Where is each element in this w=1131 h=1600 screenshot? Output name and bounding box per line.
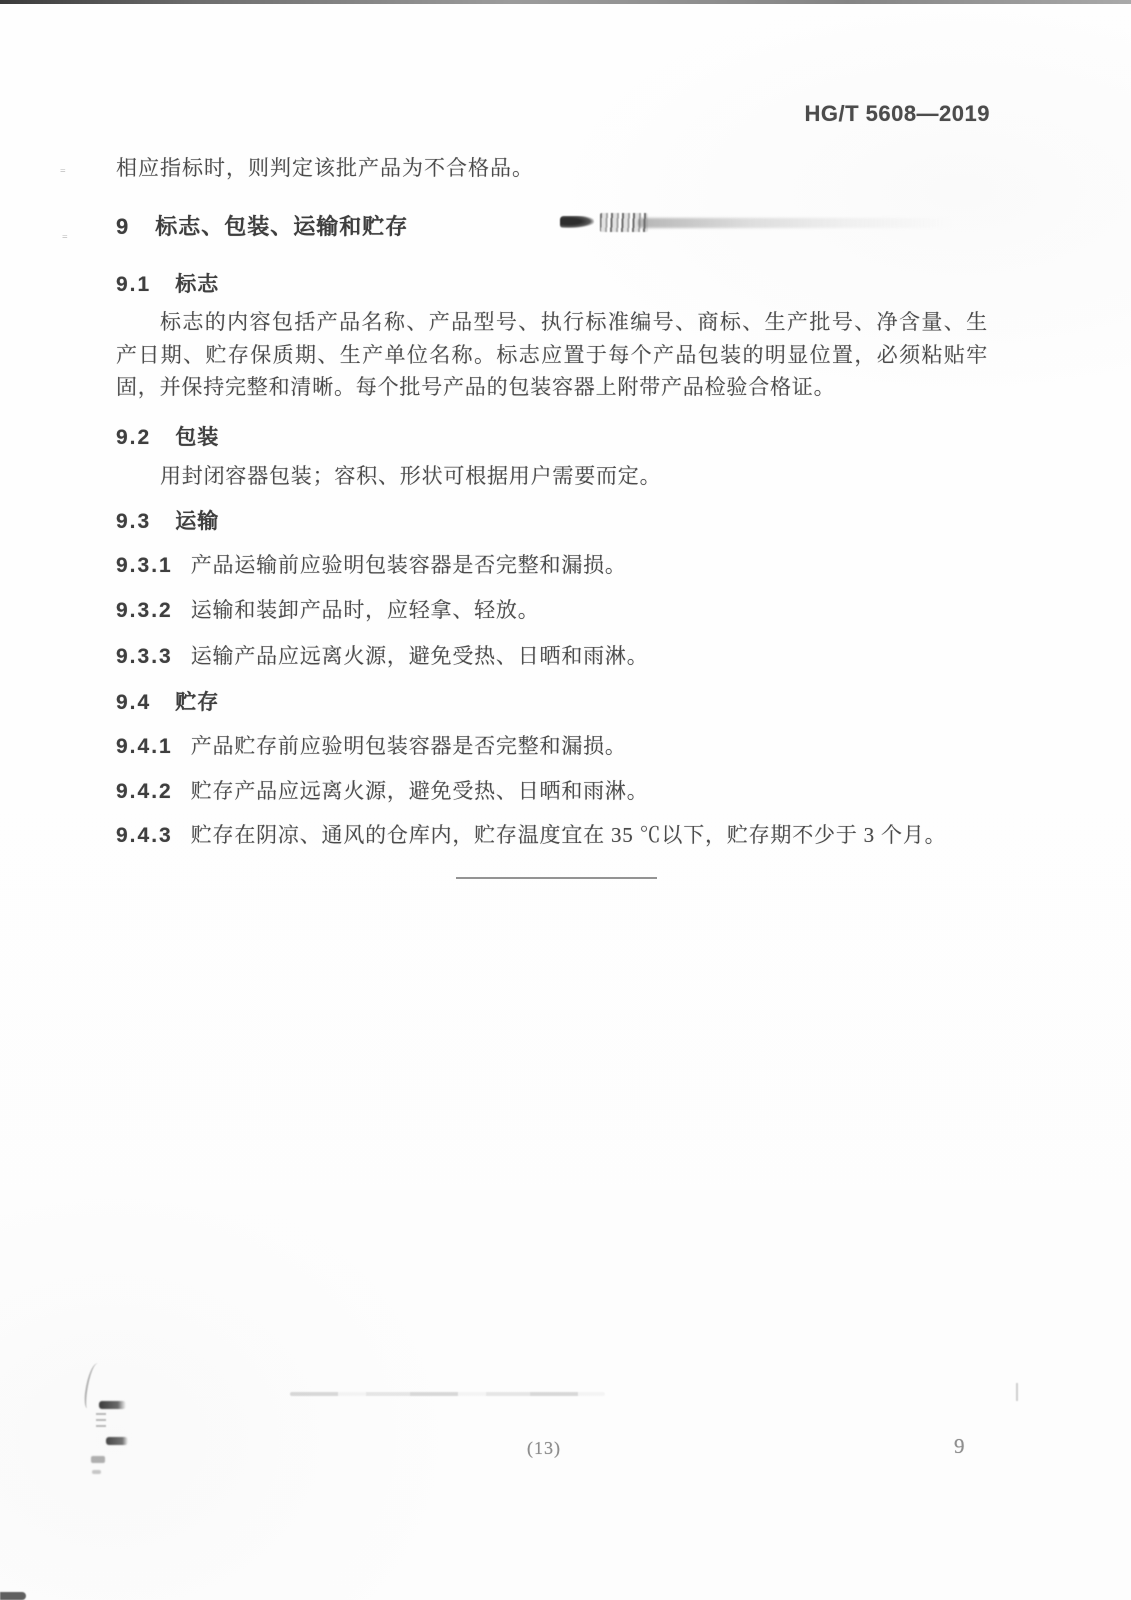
subsection-number: 9.3 [116, 510, 152, 533]
subsection-title: 贮存 [175, 691, 220, 714]
clause-number: 9.4.3 [116, 824, 173, 847]
clause-text: 运输和装卸产品时，应轻拿、轻放。 [190, 598, 540, 622]
subsection-number: 9.1 [116, 273, 152, 296]
clause-number: 9.3.2 [116, 599, 173, 622]
clause-9-4-3 [116, 819, 1056, 849]
standard-code: HG/T 5608—2019 [804, 101, 990, 126]
subsection-9-2-heading [116, 421, 219, 451]
section-title: 标志、包装、运输和贮存 [155, 214, 409, 239]
footer-sheet-number: (13) [527, 1438, 561, 1458]
scan-smear-artifact [106, 1437, 128, 1445]
clause-text: 贮存产品应远离火源，避免受热、日晒和雨淋。 [190, 779, 649, 803]
clause-text: 产品贮存前应验明包装容器是否完整和漏损。 [190, 734, 627, 758]
subsection-title: 包装 [175, 426, 220, 449]
section-end-rule [456, 877, 657, 879]
clause-text: 运输产品应远离火源，避免受热、日晒和雨淋。 [190, 644, 649, 668]
clause-9-3-2 [116, 594, 1056, 624]
subsection-title: 运输 [175, 510, 220, 533]
scan-smear-artifact [99, 1401, 126, 1409]
subsection-9-2-paragraph: 用封闭容器包装；容积、形状可根据用户需要而定。 [160, 464, 662, 488]
section-number: 9 [116, 214, 130, 239]
ink-smudge-artifact [560, 213, 960, 235]
clause-9-3-3 [116, 640, 1056, 670]
scan-edge-artifact [0, 0, 1131, 4]
subsection-number: 9.2 [116, 426, 152, 449]
smudge-streak [638, 218, 953, 228]
section-9-heading [116, 210, 408, 241]
subsection-number: 9.4 [116, 691, 152, 714]
clause-text: 贮存在阴凉、通风的仓库内，贮存温度宜在 35 ℃以下，贮存期不少于 3 个月。 [190, 823, 947, 847]
subsection-title: 标志 [175, 273, 220, 296]
scan-smear-artifact [92, 1470, 101, 1474]
clause-number: 9.3.3 [116, 645, 173, 668]
subsection-9-1-heading [116, 268, 219, 298]
scan-tick-artifact [1016, 1383, 1018, 1401]
scan-smear-artifact [91, 1456, 105, 1463]
intro-text: 相应指标时，则判定该批产品为不合格品。 [116, 156, 534, 180]
scan-smear-artifact [96, 1413, 106, 1431]
smudge-blob [560, 216, 594, 228]
subsection-9-4-heading [116, 686, 219, 716]
scan-speck: = [62, 233, 68, 242]
scan-speck: = [60, 167, 66, 176]
clause-number: 9.3.1 [116, 554, 173, 577]
clause-number: 9.4.2 [116, 780, 173, 803]
clause-9-4-1 [116, 730, 1056, 760]
subsection-9-1-paragraph: 标志的内容包括产品名称、产品型号、执行标准编号、商标、生产批号、净含量、生产日期、贮存保质期、生产单位名称。标志应置于每个产品包装的明显位置，必须粘贴牢固，并保持完整和清晰。每个批号产品的包装容器上附带产品检验合格证。 [116, 310, 988, 399]
clause-number: 9.4.1 [116, 735, 173, 758]
scan-streak-artifact [290, 1392, 605, 1396]
clause-text: 产品运输前应验明包装容器是否完整和漏损。 [190, 553, 627, 577]
subsection-9-3-heading [116, 505, 219, 535]
clause-9-3-1 [116, 549, 1056, 579]
clause-9-4-2 [116, 775, 1056, 805]
scan-edge-artifact [0, 1592, 26, 1600]
footer-page-number: 9 [954, 1434, 965, 1458]
